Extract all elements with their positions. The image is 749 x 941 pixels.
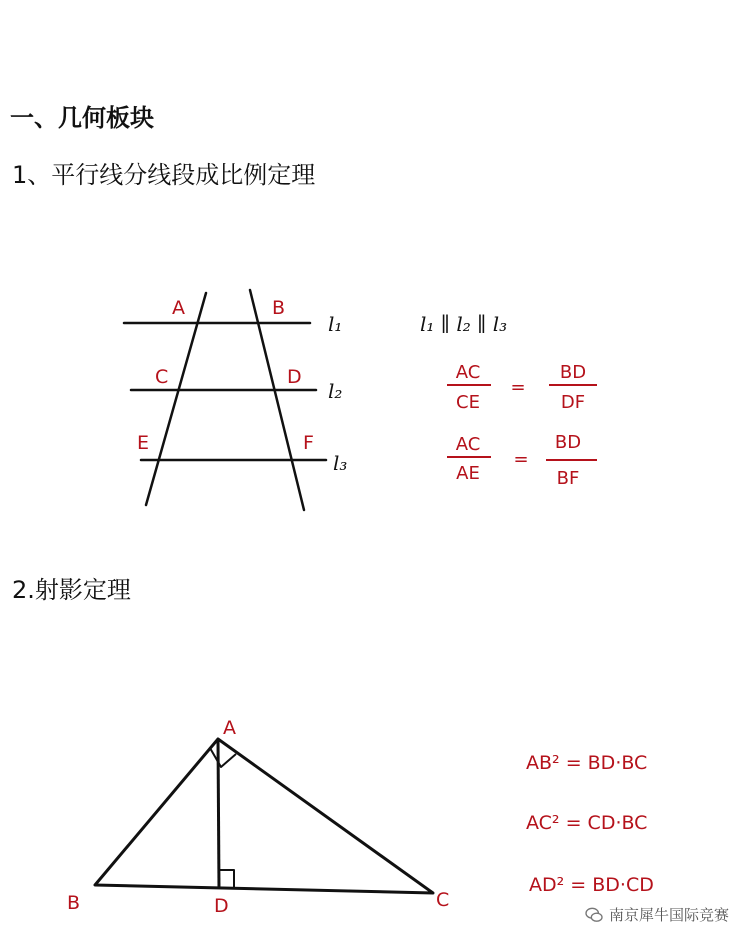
ratio2-num-right: BD [554,432,582,453]
ratio2-den-left: AE [456,463,480,484]
point-label-B: B [272,297,286,319]
parallel-lines-diagram [124,290,326,510]
tri-label-A: A [223,717,236,739]
projection-formula-1: AB² = BD·BC [526,752,648,774]
ratio2-num-left: AC [455,434,481,455]
watermark-text: 南京犀牛国际竞赛 [608,906,729,924]
projection-formula-3: AD² = BD·CD [529,874,654,896]
point-label-C: C [155,366,169,388]
ratio1-equals: = [510,377,526,398]
right-angle-mark-D [219,870,234,889]
ratio1-num-left: AC [455,362,481,383]
parallel-condition: l₁ ∥ l₂ ∥ l₃ [420,312,508,336]
line-label-l1: l₁ [328,312,343,336]
point-label-E: E [137,432,150,454]
tri-label-D: D [214,895,229,917]
point-label-A: A [172,297,185,319]
point-label-F: F [303,432,314,454]
ratio1-den-left: CE [456,392,480,413]
line-label-l2: l₂ [328,379,343,403]
ratio1-den-right: DF [560,392,586,413]
triangle-ABC [95,739,433,893]
projection-formula-2: AC² = CD·BC [526,812,648,834]
tri-label-C: C [436,889,450,911]
ratio2-den-right: BF [556,468,580,489]
point-label-D: D [287,366,302,388]
ratio2-equals: = [513,449,529,470]
line-label-l3: l₃ [333,451,348,475]
wechat-icon [585,907,603,923]
theorem1-title: 1、平行线分线段成比例定理 [12,161,316,189]
section-title: 一、几何板块 [10,104,154,132]
ratio1-num-right: BD [559,362,587,383]
theorem2-title: 2.射影定理 [12,576,131,604]
tri-label-B: B [67,892,81,914]
right-triangle-diagram [95,739,433,893]
transversal-left [146,293,206,505]
watermark [585,904,729,925]
